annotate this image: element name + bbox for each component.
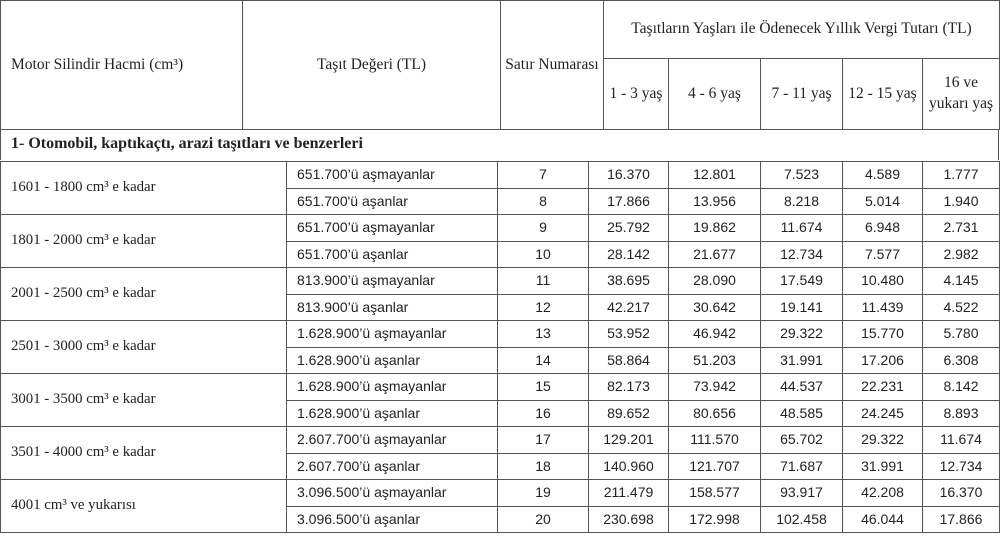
- tax-amount-cell: 46.942: [669, 321, 761, 348]
- tax-amount-cell: 38.695: [589, 268, 669, 295]
- tax-amount-cell: 140.960: [589, 453, 669, 480]
- tax-amount-cell: 15.770: [843, 321, 923, 348]
- table-header: [0, 0, 1000, 130]
- tax-amount-cell: 44.537: [761, 374, 843, 401]
- tax-table-body: [0, 161, 1000, 533]
- tax-amount-cell: 89.652: [589, 400, 669, 427]
- tax-amount-cell: 17.549: [761, 268, 843, 295]
- tax-amount-cell: 17.866: [923, 506, 1000, 533]
- row-number-cell: 19: [498, 480, 589, 507]
- section-title: 1- Otomobil, kaptıkaçtı, arazi taşıtları ve benzerleri: [11, 135, 363, 152]
- section-title-row: [0, 130, 999, 160]
- engine-column-header: Motor Silindir Hacmi (cm³): [1, 1, 243, 130]
- tax-amount-cell: 8.893: [923, 400, 1000, 427]
- tax-amount-cell: 42.217: [589, 294, 669, 321]
- tax-amount-cell: 5.780: [923, 321, 1000, 348]
- vehicle-value-cell: 651.700'ü aşanlar: [287, 188, 498, 215]
- engine-capacity-cell: 2001 - 2500 cm³ e kadar: [1, 268, 287, 321]
- vehicle-value-cell: 1.628.900’ü aşmayanlar: [287, 374, 498, 401]
- tax-amount-cell: 5.014: [843, 188, 923, 215]
- tax-group-header: Taşıtların Yaşları ile Ödenecek Yıllık Vergi Tutarı (TL): [604, 1, 1000, 59]
- tax-amount-cell: 129.201: [589, 427, 669, 454]
- tax-amount-cell: 42.208: [843, 480, 923, 507]
- table-row: [1, 374, 1000, 401]
- tax-amount-cell: 111.570: [669, 427, 761, 454]
- engine-capacity-cell: 4001 cm³ ve yukarısı: [1, 480, 287, 533]
- row-number-column-header: Satır Numarası: [501, 1, 604, 130]
- row-number-cell: 14: [498, 347, 589, 374]
- vehicle-value-cell: 2.607.700’ü aşanlar: [287, 453, 498, 480]
- vehicle-value-column-header: Taşıt Değeri (TL): [243, 1, 501, 130]
- tax-amount-cell: 7.577: [843, 241, 923, 268]
- tax-amount-cell: 172.998: [669, 506, 761, 533]
- vehicle-value-cell: 813.900’ü aşmayanlar: [287, 268, 498, 295]
- age-column-header: 1 - 3 yaş: [604, 59, 669, 130]
- tax-amount-cell: 30.642: [669, 294, 761, 321]
- vehicle-value-cell: 3.096.500’ü aşanlar: [287, 506, 498, 533]
- table-row: [1, 162, 1000, 189]
- tax-amount-cell: 51.203: [669, 347, 761, 374]
- tax-amount-cell: 102.458: [761, 506, 843, 533]
- tax-amount-cell: 53.952: [589, 321, 669, 348]
- table-row: [1, 215, 1000, 242]
- tax-amount-cell: 16.370: [589, 162, 669, 189]
- age-column-header: 12 - 15 yaş: [843, 59, 923, 130]
- row-number-cell: 11: [498, 268, 589, 295]
- tax-amount-cell: 17.206: [843, 347, 923, 374]
- tax-amount-cell: 6.308: [923, 347, 1000, 374]
- row-number-cell: 7: [498, 162, 589, 189]
- tax-amount-cell: 16.370: [923, 480, 1000, 507]
- row-number-cell: 17: [498, 427, 589, 454]
- tax-amount-cell: 11.674: [923, 427, 1000, 454]
- vehicle-value-cell: 651.700’ü aşanlar: [287, 241, 498, 268]
- tax-amount-cell: 12.734: [923, 453, 1000, 480]
- row-number-cell: 8: [498, 188, 589, 215]
- vehicle-value-cell: 651.700’ü aşmayanlar: [287, 162, 498, 189]
- tax-amount-cell: 28.090: [669, 268, 761, 295]
- row-number-cell: 18: [498, 453, 589, 480]
- row-number-cell: 10: [498, 241, 589, 268]
- vehicle-value-cell: 1.628.900’ü aşmayanlar: [287, 321, 498, 348]
- tax-amount-cell: 65.702: [761, 427, 843, 454]
- table-row: [1, 427, 1000, 454]
- tax-amount-cell: 211.479: [589, 480, 669, 507]
- age-column-header: 4 - 6 yaş: [669, 59, 761, 130]
- age-column-header: 16 ve yukarı yaş: [923, 59, 1000, 130]
- tax-amount-cell: 11.674: [761, 215, 843, 242]
- tax-amount-cell: 93.917: [761, 480, 843, 507]
- tax-amount-cell: 28.142: [589, 241, 669, 268]
- tax-amount-cell: 230.698: [589, 506, 669, 533]
- tax-amount-cell: 2.731: [923, 215, 1000, 242]
- tax-amount-cell: 1.940: [923, 188, 1000, 215]
- vehicle-value-cell: 813.900’ü aşanlar: [287, 294, 498, 321]
- tax-amount-cell: 22.231: [843, 374, 923, 401]
- tax-amount-cell: 12.734: [761, 241, 843, 268]
- table-row: [1, 321, 1000, 348]
- vehicle-value-cell: 1.628.900’ü aşanlar: [287, 400, 498, 427]
- age-column-header: 7 - 11 yaş: [761, 59, 843, 130]
- table-row: [1, 268, 1000, 295]
- vehicle-value-cell: 2.607.700’ü aşmayanlar: [287, 427, 498, 454]
- tax-amount-cell: 29.322: [761, 321, 843, 348]
- vehicle-value-cell: 3.096.500’ü aşmayanlar: [287, 480, 498, 507]
- tax-amount-cell: 12.801: [669, 162, 761, 189]
- tax-amount-cell: 21.677: [669, 241, 761, 268]
- row-number-cell: 15: [498, 374, 589, 401]
- tax-amount-cell: 4.522: [923, 294, 1000, 321]
- tax-amount-cell: 48.585: [761, 400, 843, 427]
- tax-amount-cell: 13.956: [669, 188, 761, 215]
- tax-amount-cell: 31.991: [761, 347, 843, 374]
- tax-amount-cell: 4.589: [843, 162, 923, 189]
- row-number-cell: 9: [498, 215, 589, 242]
- tax-amount-cell: 71.687: [761, 453, 843, 480]
- tax-amount-cell: 29.322: [843, 427, 923, 454]
- engine-capacity-cell: 1601 - 1800 cm³ e kadar: [1, 162, 287, 215]
- row-number-cell: 13: [498, 321, 589, 348]
- tax-amount-cell: 1.777: [923, 162, 1000, 189]
- tax-amount-cell: 80.656: [669, 400, 761, 427]
- tax-amount-cell: 17.866: [589, 188, 669, 215]
- tax-amount-cell: 19.862: [669, 215, 761, 242]
- tax-amount-cell: 6.948: [843, 215, 923, 242]
- tax-amount-cell: 19.141: [761, 294, 843, 321]
- tax-amount-cell: 73.942: [669, 374, 761, 401]
- row-number-cell: 16: [498, 400, 589, 427]
- tax-amount-cell: 82.173: [589, 374, 669, 401]
- vehicle-value-cell: 651.700’ü aşmayanlar: [287, 215, 498, 242]
- vehicle-value-cell: 1.628.900’ü aşanlar: [287, 347, 498, 374]
- engine-capacity-cell: 3001 - 3500 cm³ e kadar: [1, 374, 287, 427]
- tax-amount-cell: 121.707: [669, 453, 761, 480]
- row-number-cell: 12: [498, 294, 589, 321]
- engine-capacity-cell: 3501 - 4000 cm³ e kadar: [1, 427, 287, 480]
- tax-amount-cell: 8.142: [923, 374, 1000, 401]
- tax-amount-cell: 10.480: [843, 268, 923, 295]
- row-number-cell: 20: [498, 506, 589, 533]
- tax-amount-cell: 7.523: [761, 162, 843, 189]
- engine-capacity-cell: 1801 - 2000 cm³ e kadar: [1, 215, 287, 268]
- tax-amount-cell: 24.245: [843, 400, 923, 427]
- engine-capacity-cell: 2501 - 3000 cm³ e kadar: [1, 321, 287, 374]
- tax-amount-cell: 25.792: [589, 215, 669, 242]
- tax-amount-cell: 4.145: [923, 268, 1000, 295]
- tax-amount-cell: 8.218: [761, 188, 843, 215]
- tax-amount-cell: 11.439: [843, 294, 923, 321]
- tax-amount-cell: 58.864: [589, 347, 669, 374]
- table-row: [1, 480, 1000, 507]
- tax-amount-cell: 46.044: [843, 506, 923, 533]
- tax-amount-cell: 158.577: [669, 480, 761, 507]
- tax-amount-cell: 2.982: [923, 241, 1000, 268]
- tax-amount-cell: 31.991: [843, 453, 923, 480]
